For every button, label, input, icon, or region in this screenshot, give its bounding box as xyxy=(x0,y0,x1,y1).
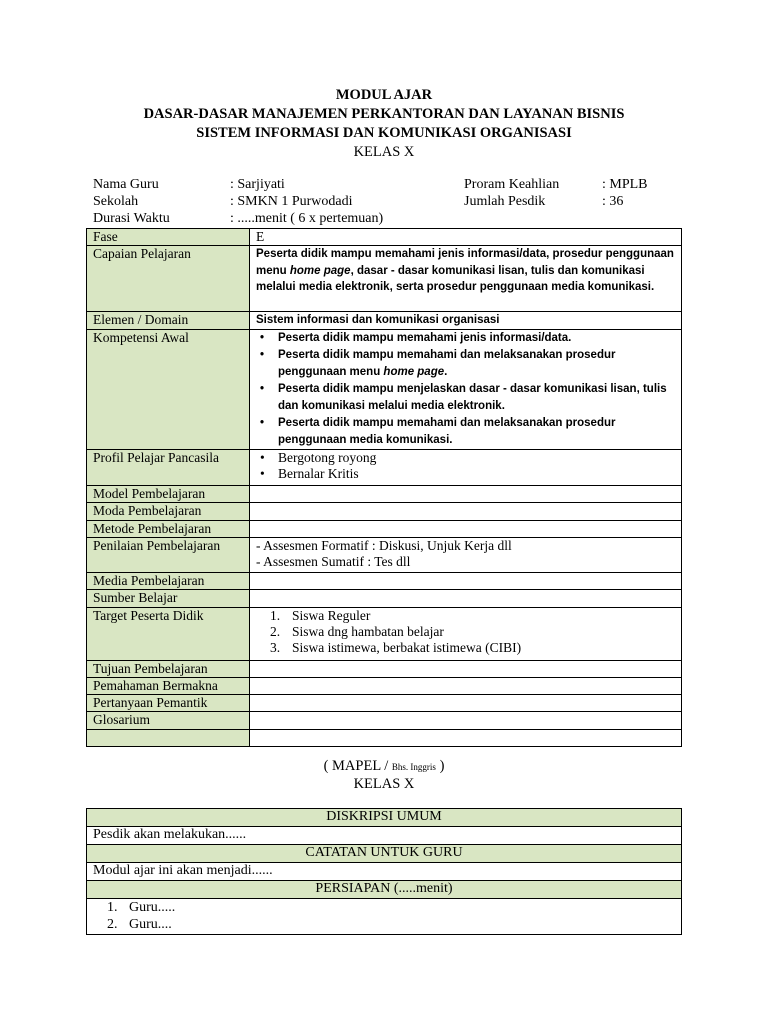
row-glosarium xyxy=(87,712,682,729)
persiapan-item xyxy=(107,916,675,934)
sumber-value xyxy=(250,590,682,607)
title-program: DASAR-DASAR MANAJEMEN PERKANTORAN DAN LAYANAN BISNIS xyxy=(143,106,625,122)
row-diskripsi-text xyxy=(87,827,682,845)
persiapan-item xyxy=(107,900,675,917)
row-pertanyaan xyxy=(87,695,682,712)
pertanyaan-label: Pertanyaan Pemantik xyxy=(87,695,250,712)
title-subject: SISTEM INFORMASI DAN KOMUNIKASI ORGANISASI xyxy=(196,125,572,141)
target-number: 2. xyxy=(270,623,281,639)
row-pemahaman xyxy=(87,677,682,694)
kompetensi-list xyxy=(256,330,675,449)
row-target xyxy=(87,607,682,660)
kompetensi-item: • Peserta didik mampu memahami jenis informasi/data. xyxy=(278,330,675,347)
sumber-label: Sumber Belajar xyxy=(87,590,250,607)
sekolah-label: Sekolah xyxy=(93,194,139,209)
row-fase xyxy=(87,229,682,246)
moda-value xyxy=(250,503,682,520)
moda-label: Moda Pembelajaran xyxy=(87,503,250,520)
persiapan-number: 1. xyxy=(107,900,118,915)
glosarium-label: Glosarium xyxy=(87,712,250,729)
target-list xyxy=(256,608,675,657)
glosarium-value xyxy=(250,712,682,729)
kompetensi-label: Kompetensi Awal xyxy=(87,329,250,450)
catatan-text: Modul ajar ini akan menjadi...... xyxy=(87,863,682,881)
target-text: Siswa istimewa, berbakat istimewa (CIBI) xyxy=(292,640,522,656)
fase-value: E xyxy=(250,229,682,246)
capaian-text-2: , dasar - dasar komunikasi lisan, tulis dan komunikasi melalui media elektronik, serta prosedur penggunaan media komunikasi. xyxy=(256,264,655,293)
row-moda xyxy=(87,503,682,520)
pertanyaan-value xyxy=(250,695,682,712)
row-elemen xyxy=(87,312,682,329)
elemen-value: Sistem informasi dan komunikasi organisasi xyxy=(250,312,682,329)
title-modul-ajar: MODUL AJAR xyxy=(335,87,433,103)
persiapan-text: Guru.... xyxy=(129,916,172,932)
program-label: Proram Keahlian xyxy=(464,177,560,192)
mapel-class: KELAS X xyxy=(353,776,415,792)
persiapan-text: Guru..... xyxy=(129,900,176,915)
kompetensi-2-em: home page xyxy=(383,365,445,378)
mapel-subject: Bhs. Inggris xyxy=(391,762,436,772)
metode-value xyxy=(250,520,682,537)
row-media xyxy=(87,572,682,589)
diskripsi-text: Pesdik akan melakukan...... xyxy=(87,827,682,845)
persiapan-header: PERSIAPAN (.....menit) xyxy=(87,881,682,899)
target-text: Siswa Reguler xyxy=(292,607,371,623)
capaian-label: Capaian Pelajaran xyxy=(87,246,250,312)
profil-value xyxy=(250,450,682,486)
capaian-text-em: home page xyxy=(289,264,351,277)
durasi-value: : .....menit ( 6 x pertemuan) xyxy=(230,211,384,226)
kompetensi-item: • Peserta didik mampu menjelaskan dasar - dasar komunikasi lisan, tulis dan komunikasi melalui media elektronik. xyxy=(278,381,675,414)
persiapan-list xyxy=(93,900,675,933)
pemahaman-label: Pemahaman Bermakna xyxy=(87,677,250,694)
media-value xyxy=(250,572,682,589)
row-diskripsi-header xyxy=(87,809,682,827)
model-label: Model Pembelajaran xyxy=(87,486,250,503)
sekolah-value: : SMKN 1 Purwodadi xyxy=(230,194,353,209)
mapel-line xyxy=(0,758,768,776)
profil-item: • Bergotong royong xyxy=(278,450,675,466)
profil-list xyxy=(256,450,675,483)
penilaian-sumatif: - Assesmen Sumatif : Tes dll xyxy=(256,554,411,570)
tujuan-value xyxy=(250,660,682,677)
target-value xyxy=(250,607,682,660)
fase-label: Fase xyxy=(87,229,250,246)
module-info-table xyxy=(86,228,682,747)
persiapan-list-cell xyxy=(87,899,682,935)
persiapan-number: 2. xyxy=(107,916,118,932)
document-title-block xyxy=(0,86,768,162)
catatan-header: CATATAN UNTUK GURU xyxy=(87,845,682,863)
capaian-text-1: Peserta didik mampu memahami jenis informasi/data, prosedur penggunaan menu xyxy=(256,248,674,277)
kompetensi-item xyxy=(278,347,675,380)
durasi-label: Durasi Waktu xyxy=(93,211,170,226)
row-metode xyxy=(87,520,682,537)
mapel-heading xyxy=(0,758,768,793)
row-catatan-text xyxy=(87,863,682,881)
module-description-table xyxy=(86,808,682,935)
title-class: KELAS X xyxy=(353,144,415,160)
media-label: Media Pembelajaran xyxy=(87,572,250,589)
pemahaman-value xyxy=(250,677,682,694)
target-item xyxy=(270,623,675,640)
row-tujuan xyxy=(87,660,682,677)
elemen-label: Elemen / Domain xyxy=(87,312,250,329)
mapel-close: ) xyxy=(435,758,445,774)
kompetensi-2-text: Peserta didik mampu memahami dan melaksanakan prosedur penggunaan menu xyxy=(278,349,616,378)
row-profil xyxy=(87,450,682,486)
pesdik-value: : 36 xyxy=(602,194,624,209)
target-item xyxy=(270,607,675,624)
capaian-value xyxy=(250,246,682,312)
row-empty xyxy=(87,729,682,746)
diskripsi-header: DISKRIPSI UMUM xyxy=(87,809,682,827)
tujuan-label: Tujuan Pembelajaran xyxy=(87,660,250,677)
profil-label: Profil Pelajar Pancasila xyxy=(87,450,250,486)
kompetensi-item: • Peserta didik mampu memahami dan melaksanakan prosedur penggunaan media komunikasi. xyxy=(278,415,675,448)
kompetensi-value xyxy=(250,329,682,450)
row-persiapan-header xyxy=(87,881,682,899)
row-penilaian xyxy=(87,537,682,572)
pesdik-label: Jumlah Pesdik xyxy=(464,194,546,209)
row-capaian xyxy=(87,246,682,312)
target-label: Target Peserta Didik xyxy=(87,607,250,660)
mapel-open: ( MAPEL / xyxy=(323,758,392,774)
target-item xyxy=(270,640,675,656)
target-text: Siswa dng hambatan belajar xyxy=(292,623,444,639)
empty-value xyxy=(250,729,682,746)
kompetensi-2-end: . xyxy=(444,365,448,378)
guru-label: Nama Guru xyxy=(93,177,159,192)
metode-label: Metode Pembelajaran xyxy=(87,520,250,537)
penilaian-formatif: - Assesmen Formatif : Diskusi, Unjuk Kerja dll xyxy=(256,537,512,553)
profil-item: • Bernalar Kritis xyxy=(278,466,675,482)
empty-label xyxy=(87,729,250,746)
row-persiapan-list xyxy=(87,899,682,935)
penilaian-value xyxy=(250,537,682,572)
penilaian-label: Penilaian Pembelajaran xyxy=(87,537,250,572)
row-catatan-header xyxy=(87,845,682,863)
model-value xyxy=(250,486,682,503)
target-number: 3. xyxy=(270,640,281,656)
row-sumber xyxy=(87,590,682,607)
program-value: : MPLB xyxy=(602,177,648,192)
row-model xyxy=(87,486,682,503)
row-kompetensi xyxy=(87,329,682,450)
target-number: 1. xyxy=(270,607,281,623)
guru-value: : Sarjiyati xyxy=(230,177,285,192)
